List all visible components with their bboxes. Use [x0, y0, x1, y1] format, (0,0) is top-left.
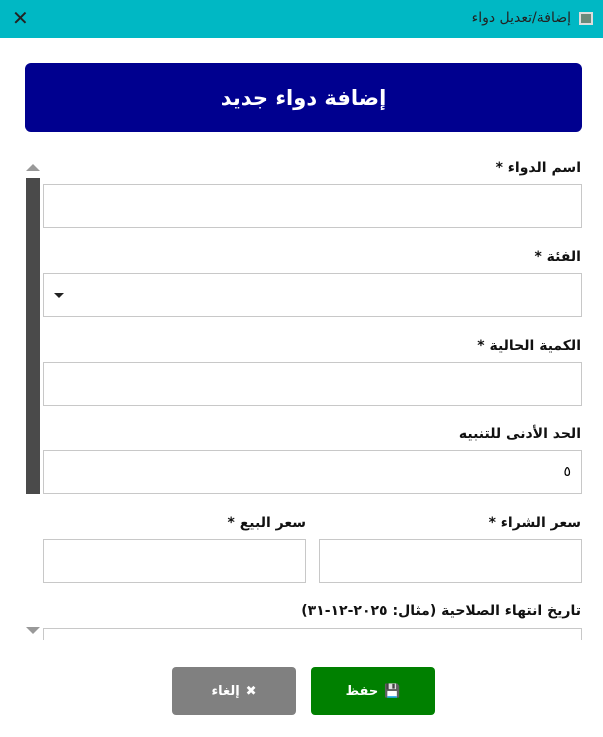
- scrollbar-thumb[interactable]: [26, 178, 40, 494]
- cancel-button[interactable]: [172, 667, 296, 715]
- expiry-input[interactable]: [43, 628, 582, 640]
- window-title: إضافة/تعديل دواء: [471, 10, 571, 26]
- save-icon: 💾: [384, 683, 401, 699]
- purchase-price-input[interactable]: [319, 539, 582, 583]
- app-icon: [579, 12, 593, 25]
- name-label: اسم الدواء *: [495, 160, 581, 176]
- save-button[interactable]: [311, 667, 435, 715]
- min-alert-label: الحد الأدنى للتنبيه: [458, 426, 581, 442]
- quantity-input[interactable]: [43, 362, 582, 406]
- scroll-up-icon[interactable]: [26, 164, 40, 171]
- save-label: حفظ: [345, 683, 379, 699]
- title-bar: [0, 0, 603, 38]
- category-select[interactable]: [43, 273, 582, 317]
- chevron-down-icon: [54, 293, 64, 298]
- sale-price-input[interactable]: [43, 539, 306, 583]
- cancel-label: إلغاء: [211, 683, 240, 699]
- expiry-label: تاريخ انتهاء الصلاحية (مثال: ٢٠٢٥-١٢-٣١): [301, 603, 581, 619]
- category-label: الفئة *: [534, 249, 581, 265]
- sale-price-label: سعر البيع *: [227, 515, 306, 531]
- scroll-down-icon[interactable]: [26, 627, 40, 634]
- min-alert-input[interactable]: ٥: [43, 450, 582, 494]
- close-icon[interactable]: ✕: [12, 6, 29, 30]
- page-title: إضافة دواء جديد: [25, 63, 582, 132]
- scrollbar[interactable]: [25, 162, 41, 636]
- name-input[interactable]: [43, 184, 582, 228]
- quantity-label: الكمية الحالية *: [477, 338, 581, 354]
- close-icon: ✖: [245, 683, 257, 699]
- purchase-price-label: سعر الشراء *: [488, 515, 581, 531]
